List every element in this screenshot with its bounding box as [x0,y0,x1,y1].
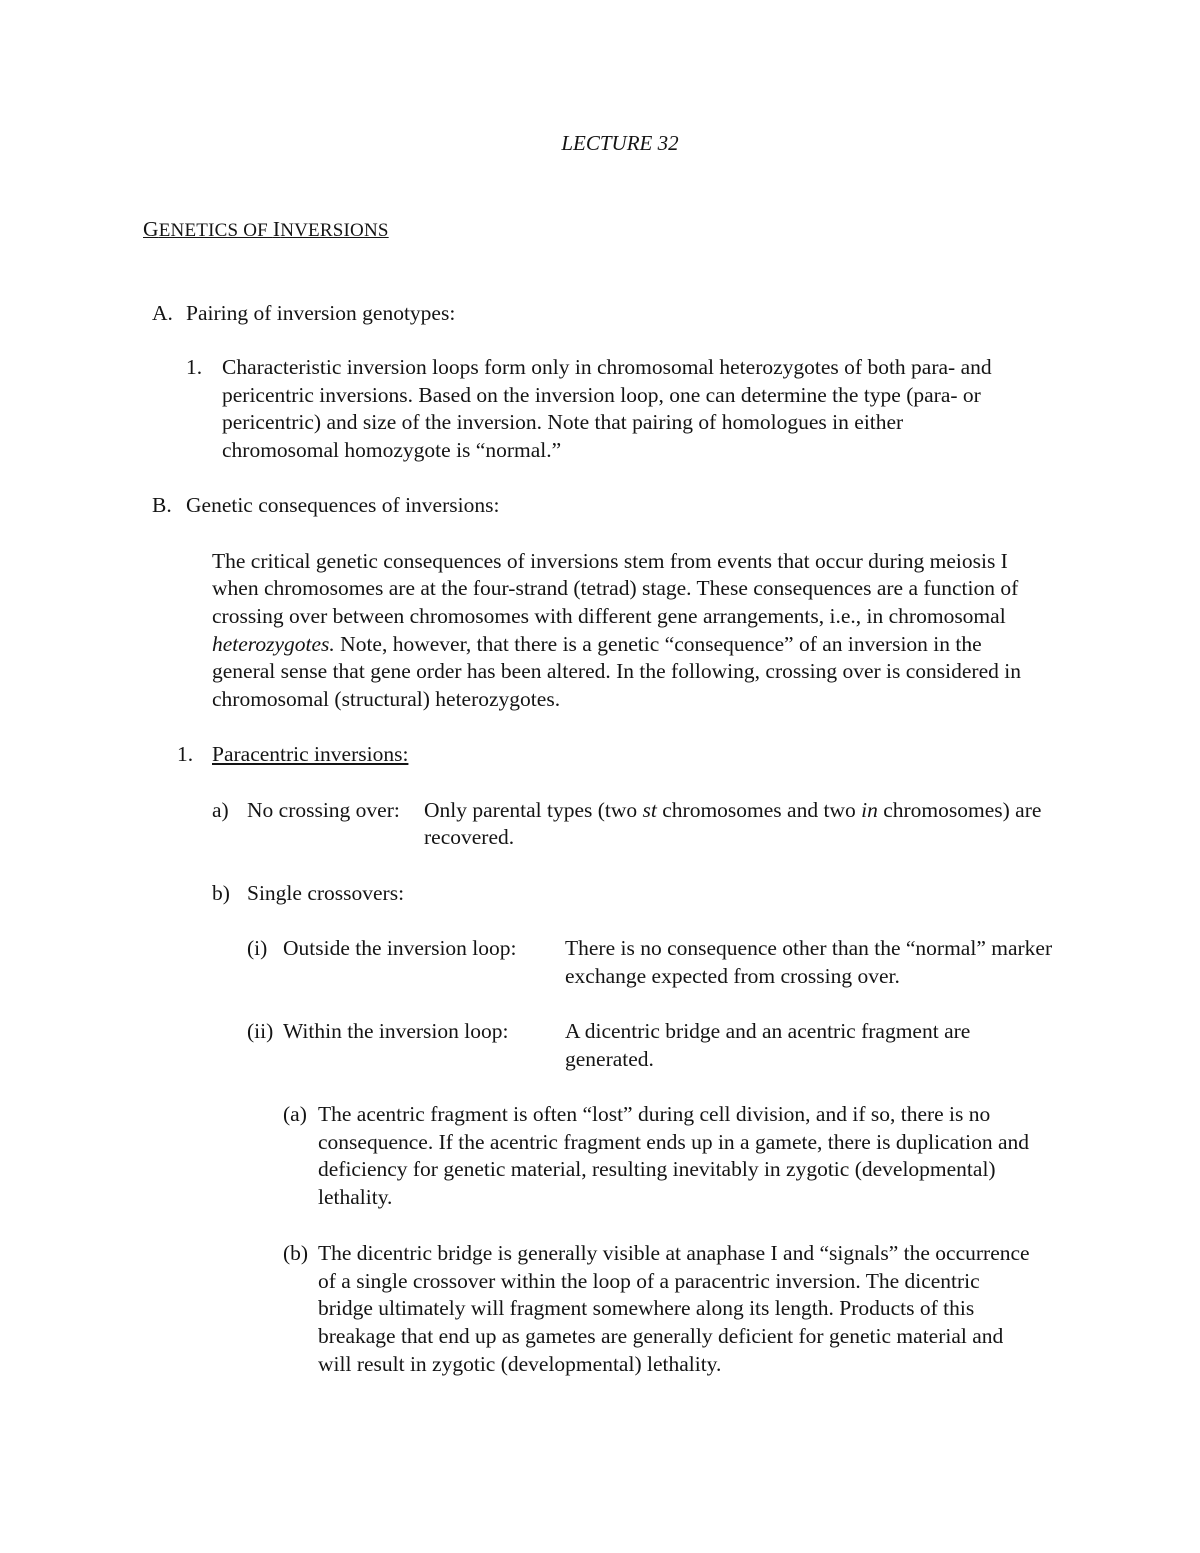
item-ii-label: Within the inversion loop: [283,1019,509,1043]
page-title: LECTURE 32 [561,131,679,155]
item-a1-line: pericentric) and size of the inversion. Note that pairing of homologues in either [222,410,904,434]
item-b1-label: Paracentric inversions: [212,742,409,766]
subitem-b-line: The dicentric bridge is generally visible at anaphase I and “signals” the occurrence [318,1241,1030,1265]
subitem-a-line: The acentric fragment is often “lost” during cell division, and if so, there is no [318,1102,991,1126]
subitem-b-line: will result in zygotic (developmental) lethality. [318,1352,722,1376]
section-heading-initial-1: G [143,217,159,241]
section-heading [143,215,389,245]
paragraph-line [212,630,982,658]
paragraph-line-text: Note, however, that there is a genetic “consequence” of an inversion in the [334,632,982,656]
paragraph-line: crossing over between chromosomes with different gene arrangements, i.e., in chromosomal [212,604,1006,628]
item-i-marker: (i) [247,936,268,960]
subitem-a-line: lethality. [318,1185,393,1209]
item-ii-marker: (ii) [247,1019,274,1043]
text-segment: Only parental types (two [424,798,643,822]
item-a1-line: pericentric inversions. Based on the inversion loop, one can determine the type (para- or [222,383,981,407]
item-i-label: Outside the inversion loop: [283,936,517,960]
section-heading-initial-2: I [272,217,281,241]
item-ii-text: generated. [565,1047,654,1071]
subitem-a-line: deficiency for genetic material, resulting inevitably in zygotic (developmental) [318,1157,996,1181]
item-b-paren-marker: b) [212,881,230,905]
item-i-text: There is no consequence other than the “normal” marker [565,936,1053,960]
item-a-paren-text [424,796,1041,824]
item-b-heading: Genetic consequences of inversions: [186,493,500,517]
emphasis-in: in [861,798,878,822]
item-b-paren-label: Single crossovers: [247,881,405,905]
paragraph-line: when chromosomes are at the four-strand (tetrad) stage. These consequences are a function of [212,576,1019,600]
emphasis-heterozygotes: heterozygotes. [212,632,335,656]
text-segment: chromosomes) are [877,798,1042,822]
item-a-paren-marker: a) [212,798,229,822]
emphasis-st: st [642,798,657,822]
paragraph-line: chromosomal (structural) heterozygotes. [212,687,561,711]
item-a1-line: Characteristic inversion loops form only in chromosomal heterozygotes of both para- and [222,355,992,379]
subitem-b-line: bridge ultimately will fragment somewhere along its length. Products of this [318,1296,975,1320]
section-heading-rest-2: NVERSIONS [280,220,389,241]
subitem-b-line: breakage that end up as gametes are generally deficient for genetic material and [318,1324,1004,1348]
subitem-a-marker: (a) [283,1102,307,1126]
item-a-paren-label: No crossing over: [247,798,400,822]
item-a1-marker: 1. [186,355,203,379]
item-ii-text: A dicentric bridge and an acentric fragment are [565,1019,971,1043]
item-b-marker: B. [152,493,172,517]
item-a-heading: Pairing of inversion genotypes: [186,301,456,325]
item-a1-line: chromosomal homozygote is “normal.” [222,438,562,462]
text-segment: chromosomes and two [656,798,862,822]
subitem-b-line: of a single crossover within the loop of a paracentric inversion. The dicentric [318,1269,980,1293]
subitem-a-line: consequence. If the acentric fragment ends up in a gamete, there is duplication and [318,1130,1030,1154]
item-i-text: exchange expected from crossing over. [565,964,900,988]
section-heading-rest-1: ENETICS OF [158,220,273,241]
item-a-paren-text-line2: recovered. [424,825,515,849]
paragraph-line: The critical genetic consequences of inversions stem from events that occur during meiosis I [212,549,1008,573]
item-b1-marker: 1. [177,742,194,766]
subitem-b-marker: (b) [283,1241,309,1265]
item-a-marker: A. [152,301,173,325]
paragraph-line: general sense that gene order has been altered. In the following, crossing over is considered in [212,659,1021,683]
